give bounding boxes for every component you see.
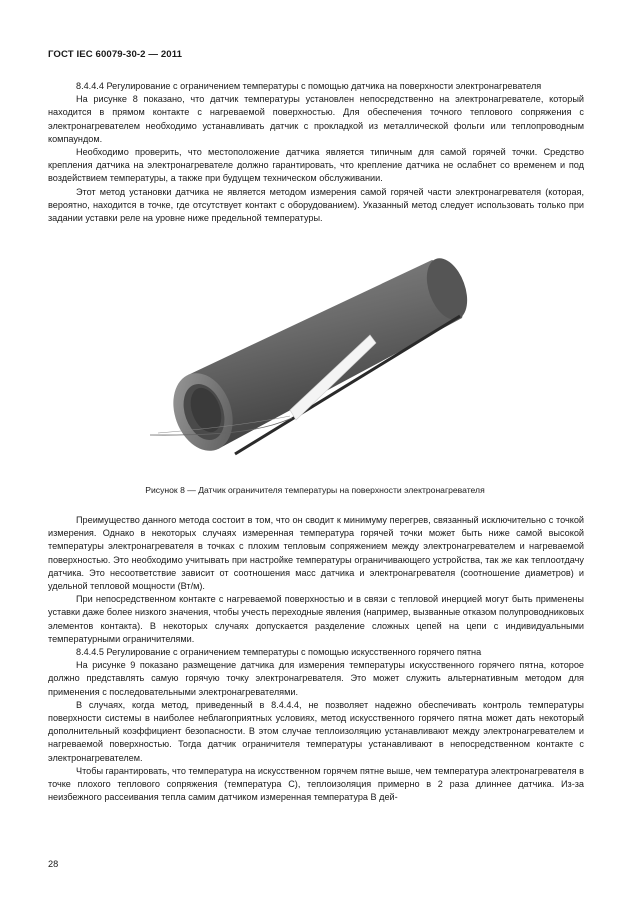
- paragraph: На рисунке 8 показано, что датчик температуры установлен непосредственно на электронагревателе, который находится в прямом контакте с нагреваемой поверхностью. Для обеспечения точного теплового сопряжения с электронагревателем необходимо устанавливать датчик с прокладкой из металлической фольги или теплопроводным компаундом.: [48, 94, 584, 144]
- page-number: 28: [48, 859, 59, 869]
- paragraph: Чтобы гарантировать, что температура на искусственном горячем пятне выше, чем температура электронагревателя в точке плохого теплового сопряжения (температура С), теплоизоляция примерно в 2 раза длиннее датчика. Из-за неизбежного рассеивания тепла самим датчиком измеренная температура В дей-: [48, 765, 584, 803]
- paragraph: Преимущество данного метода состоит в том, что он сводит к минимуму перегрев, связанный исключительно с точкой измерения. Однако в некоторых случаях измеренная температура горячей точки может быть ниже самой высокой температуры электронагревателя в точках с плохим тепловым сопряжением между электронагревателем и нагреваемой поверхностью. Это необходимо учитывать при настройке температуры ограничивающего устройства, так же как теплоотдачу датчика. Это несоответствие зависит от соотношения масс датчика и электронагревателя (соотношение диаметров) и удельной тепловой мощности (Вт/м).: [48, 515, 584, 592]
- section-heading-8-4-4-5: 8.4.4.5 Регулирование с ограничением температуры с помощью искусственного горячего пятна: [76, 647, 482, 658]
- paragraph: В случаях, когда метод, приведенный в 8.4.4.4, не позволяет надежно обеспечивать контроль температуры поверхности системы в наиболее неблагоприятных условиях, метод искусственного горячего пятна может дать некоторый дополнительный коэффициент безопасности. В этом случае теплоизоляцию устанавливают между электронагревателем и нагреваемой поверхностью. Тогда датчик ограничителя температуры устанавливают в непосредственном контакте с электронагревателем.: [48, 699, 584, 763]
- body-text-top: [48, 80, 584, 225]
- body-text-bottom: [48, 514, 584, 804]
- paragraph: На рисунке 9 показано размещение датчика для измерения температуры искусственного горячего пятна, которое должно представлять самую горячую точку электронагревателя. Это может служить альтернативным методом для применения с последовательными электронагревателями.: [48, 660, 584, 697]
- paragraph: Этот метод установки датчика не является методом измерения самой горячей части электронагревателя (которая, вероятно, находится в точке, где отсутствует контакт с оборудованием). Указанный метод следует использовать только при задании уставки реле на уровне ниже предельной температуры.: [48, 186, 584, 224]
- figure-8-illustration: [140, 250, 480, 475]
- document-header: ГОСТ IEC 60079-30-2 — 2011: [48, 49, 183, 60]
- paragraph: При непосредственном контакте с нагреваемой поверхностью и в связи с тепловой инерцией могут быть применены уставки даже более низкого значения, чтобы учесть переходные явления (например, вызванные отказом полупроводниковых элементов контакта). В некоторых случаях допускается разделение сложных цепей на цепи с индивидуальными температурными ограничителями.: [48, 594, 584, 644]
- figure-caption: Рисунок 8 — Датчик ограничителя температуры на поверхности электронагревателя: [145, 485, 485, 495]
- section-heading-8-4-4-4: 8.4.4.4 Регулирование с ограничением температуры с помощью датчика на поверхности электронагревателя: [76, 81, 542, 91]
- paragraph: Необходимо проверить, что местоположение датчика является типичным для самой горячей точки. Средство крепления датчика на электронагревателе должно гарантировать, что крепление датчика не ослабнет со временем и под воздействием температуры, а также при будущем техническом обслуживании.: [48, 147, 584, 184]
